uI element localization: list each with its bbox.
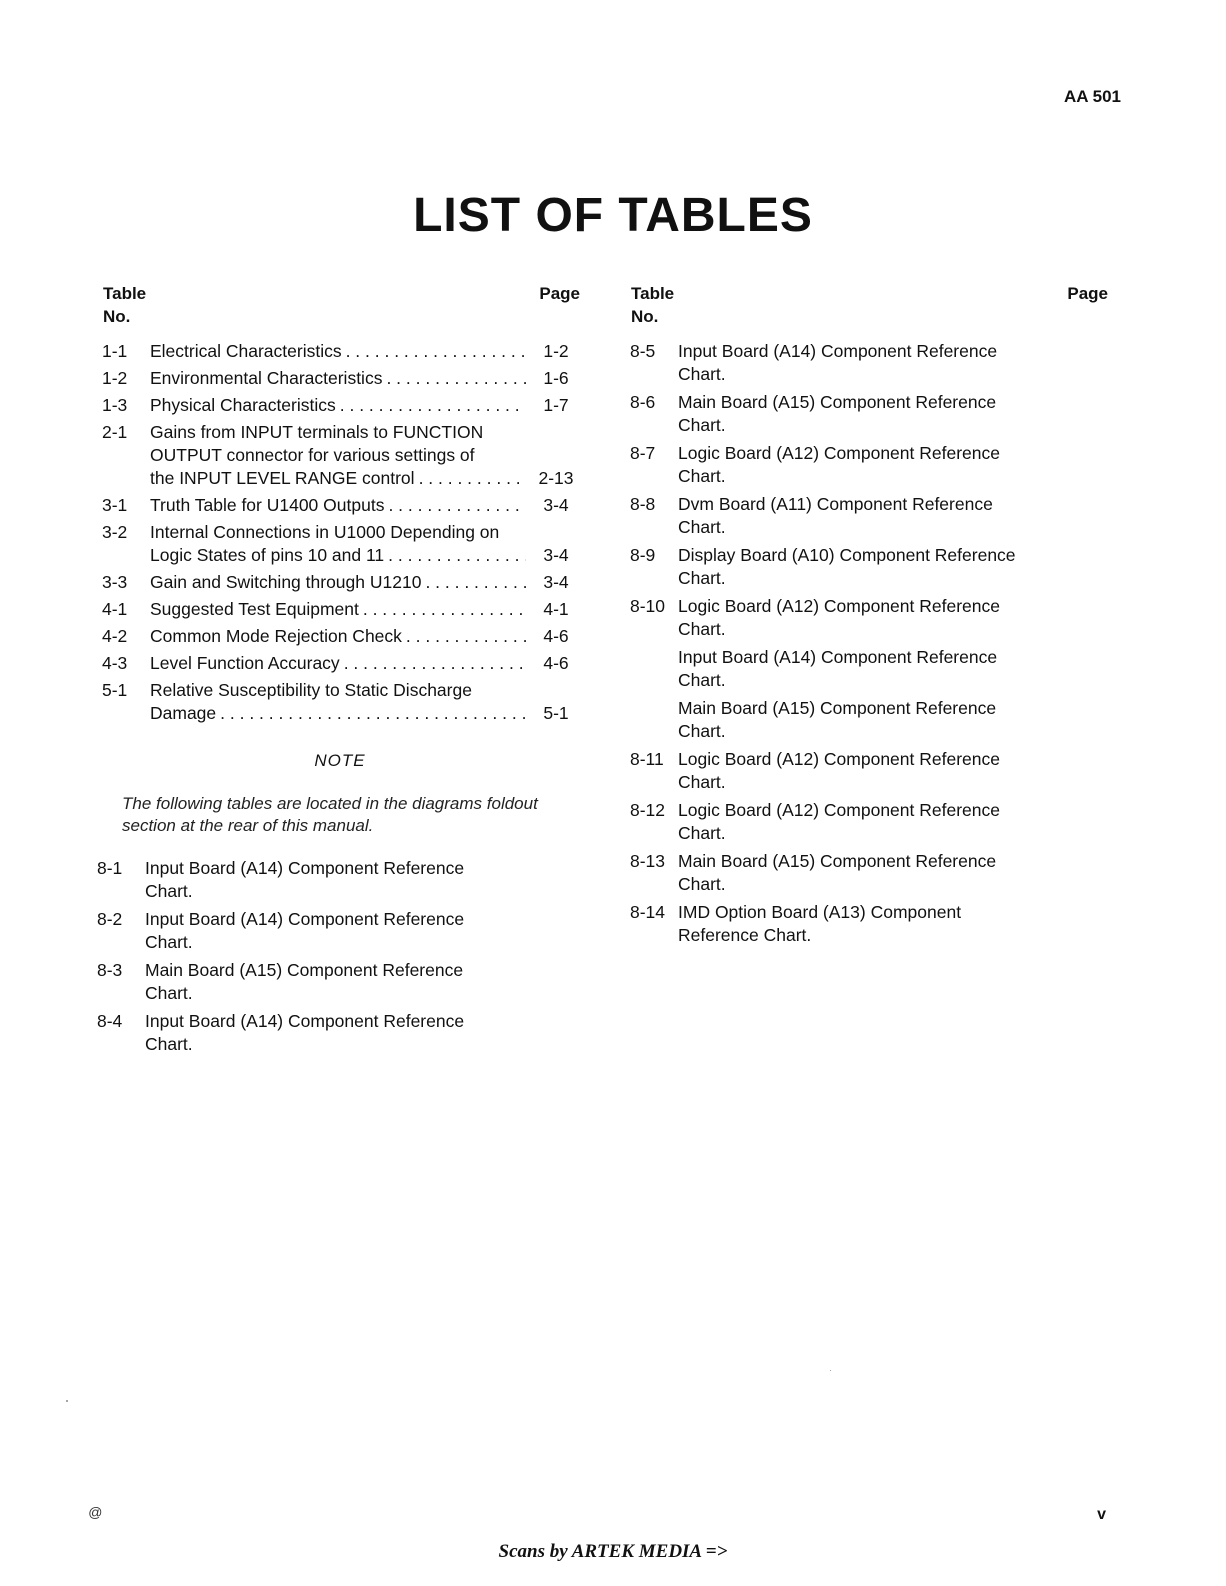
leader-dots — [346, 340, 526, 363]
table-title-line: Chart. — [145, 881, 193, 901]
table-number: 8-10 — [630, 596, 666, 616]
page-reference: 4-6 — [543, 626, 569, 646]
table-number: 8-11 — [630, 749, 664, 769]
table-heading: Table — [631, 284, 675, 303]
page-reference: 1-6 — [543, 368, 569, 388]
table-number: 8-12 — [630, 800, 666, 820]
table-title-line: Input Board (A14) Component Reference — [145, 1011, 465, 1031]
document-id: AA 501 — [1063, 87, 1121, 106]
table-title-line: Dvm Board (A11) Component Reference — [678, 494, 993, 514]
table-entry — [628, 391, 1112, 437]
table-title-line: Chart. — [678, 364, 726, 384]
table-title-line: Main Board (A15) Component Reference — [678, 851, 997, 871]
table-entry-body — [150, 394, 580, 417]
right-column-header — [628, 282, 1112, 340]
table-title-line: Chart. — [678, 415, 726, 435]
table-title-line: Suggested Test Equipment — [150, 599, 359, 619]
table-title-line: Chart. — [145, 1034, 193, 1054]
table-title-last-line — [150, 544, 580, 567]
table-entry-body — [678, 544, 1112, 590]
table-title-line: Logic Board (A12) Component Reference — [678, 596, 1000, 616]
table-number: 8-6 — [630, 392, 656, 412]
table-title-last-line — [150, 340, 580, 363]
scan-credit: Scans by ARTEK MEDIA => — [498, 1541, 728, 1562]
table-title-line: Main Board (A15) Component Reference — [678, 698, 997, 718]
table-entry-body — [150, 367, 580, 390]
table-entry — [100, 394, 580, 417]
left-column-header — [100, 282, 580, 340]
table-entry — [100, 571, 580, 594]
leader-dots — [388, 494, 526, 517]
table-title-line: Logic Board (A12) Component Reference — [678, 443, 1000, 463]
page-reference: 2-13 — [538, 468, 574, 488]
table-title-line: Reference Chart. — [678, 925, 812, 945]
page-reference: 1-7 — [543, 395, 569, 415]
table-number: 8-8 — [630, 494, 656, 514]
left-column — [100, 282, 580, 729]
table-number: 3-2 — [102, 522, 128, 542]
table-entry-body — [150, 421, 580, 490]
table-entry — [628, 646, 1112, 692]
table-entry-body — [678, 340, 1112, 386]
scan-speck — [830, 1370, 831, 1371]
table-entry-body — [150, 679, 580, 725]
table-number: 8-5 — [630, 341, 656, 361]
table-entry-body — [150, 521, 580, 567]
page-reference: 4-1 — [543, 599, 569, 619]
table-title-line: Chart. — [678, 772, 726, 792]
table-number: 1-3 — [102, 395, 128, 415]
table-number: 8-3 — [97, 960, 123, 980]
table-title-line: Level Function Accuracy — [150, 653, 340, 673]
leader-dots — [340, 394, 526, 417]
page-reference: 5-1 — [543, 703, 569, 723]
table-entry — [628, 544, 1112, 590]
leader-dots — [220, 702, 526, 725]
table-number: 1-1 — [102, 341, 128, 361]
table-entry — [100, 367, 580, 390]
table-entry — [628, 442, 1112, 488]
table-title-line: Chart. — [678, 721, 726, 741]
table-title-line: Gains from INPUT terminals to FUNCTION — [150, 422, 484, 442]
table-entry — [628, 748, 1112, 794]
table-title-line: Logic States of pins 10 and 11 — [150, 545, 385, 565]
table-entry-body — [150, 625, 580, 648]
leader-dots — [406, 625, 526, 648]
table-title-last-line — [150, 702, 580, 725]
table-title-line: Chart. — [678, 619, 726, 639]
table-entry — [628, 595, 1112, 641]
table-title-line: Truth Table for U1400 Outputs — [150, 495, 385, 515]
table-title-line: Logic Board (A12) Component Reference — [678, 749, 1000, 769]
table-title-line: Chart. — [678, 568, 726, 588]
table-entry — [95, 857, 545, 903]
table-title-last-line — [150, 467, 580, 490]
note-text: The following tables are located in the diagrams foldout section at the rear of this manual. — [122, 794, 538, 835]
table-title-line: Chart. — [678, 517, 726, 537]
table-title-line: Chart. — [145, 983, 193, 1003]
table-entry-body — [145, 857, 545, 903]
table-title-line: Input Board (A14) Component Reference — [678, 341, 998, 361]
table-entry — [628, 850, 1112, 896]
table-title-last-line — [150, 598, 580, 621]
table-number: 4-2 — [102, 626, 128, 646]
table-number: 8-14 — [630, 902, 666, 922]
table-title-line: Gain and Switching through U1210 — [150, 572, 422, 592]
table-title-line: OUTPUT connector for various settings of — [150, 445, 475, 465]
table-entry — [100, 598, 580, 621]
table-entry-body — [678, 493, 1112, 539]
table-title-last-line — [150, 652, 580, 675]
page-reference: 1-2 — [543, 341, 569, 361]
leader-dots — [425, 571, 526, 594]
table-entry — [100, 421, 580, 490]
table-title-line: Chart. — [678, 466, 726, 486]
table-number: 8-2 — [97, 909, 123, 929]
table-title-line: Input Board (A14) Component Reference — [145, 909, 465, 929]
table-number: 8-13 — [630, 851, 666, 871]
table-entry-body — [678, 799, 1112, 845]
table-entry — [628, 493, 1112, 539]
table-title-line: Environmental Characteristics — [150, 368, 383, 388]
table-entry-body — [145, 1010, 545, 1056]
leader-dots — [344, 652, 526, 675]
table-title-line: Input Board (A14) Component Reference — [678, 647, 998, 667]
table-entry — [100, 652, 580, 675]
table-title-line: Chart. — [145, 932, 193, 952]
table-title-line: Main Board (A15) Component Reference — [145, 960, 464, 980]
table-title-last-line — [150, 394, 580, 417]
table-title-line: Internal Connections in U1000 Depending on — [150, 522, 500, 542]
table-title-line: Input Board (A14) Component Reference — [145, 858, 465, 878]
table-title-last-line — [150, 494, 580, 517]
table-number: 8-9 — [630, 545, 656, 565]
table-entry-body — [150, 652, 580, 675]
table-entry-body — [150, 340, 580, 363]
no-heading: No. — [103, 307, 131, 326]
page-reference: 3-4 — [543, 545, 569, 565]
table-number: 2-1 — [102, 422, 128, 442]
table-entry — [628, 901, 1112, 947]
leader-dots — [388, 544, 526, 567]
table-entry-body — [678, 595, 1112, 641]
left-table-list — [100, 340, 580, 725]
table-title-line: Damage — [150, 703, 217, 723]
table-number: 8-1 — [97, 858, 123, 878]
table-title-last-line — [150, 625, 580, 648]
no-heading: No. — [631, 307, 659, 326]
table-entry-body — [678, 901, 1112, 947]
table-title-line: Electrical Characteristics — [150, 341, 342, 361]
table-entry-body — [150, 494, 580, 517]
page-reference: 4-6 — [543, 653, 569, 673]
table-number: 3-3 — [102, 572, 128, 592]
table-entry — [100, 340, 580, 363]
table-entry-body — [678, 646, 1112, 692]
page-heading: Page — [539, 284, 580, 303]
table-entry-body — [678, 697, 1112, 743]
right-table-list — [628, 340, 1112, 947]
table-heading: Table — [103, 284, 147, 303]
table-number: 4-1 — [102, 599, 128, 619]
table-number: 8-4 — [97, 1011, 123, 1031]
table-entry-body — [678, 442, 1112, 488]
leader-dots — [363, 598, 526, 621]
table-entry-body — [145, 959, 545, 1005]
table-entry — [628, 799, 1112, 845]
leader-dots — [386, 367, 526, 390]
page-reference: 3-4 — [543, 495, 569, 515]
table-title-line: the INPUT LEVEL RANGE control — [150, 468, 415, 488]
corner-mark: @ — [88, 1504, 103, 1520]
leader-dots — [419, 467, 526, 490]
table-entry-body — [150, 598, 580, 621]
table-title-line: Display Board (A10) Component Reference — [678, 545, 1016, 565]
table-entry — [100, 679, 580, 725]
table-number: 4-3 — [102, 653, 128, 673]
table-entry-body — [678, 850, 1112, 896]
scan-speck — [66, 1400, 68, 1402]
table-entry — [628, 697, 1112, 743]
table-entry — [95, 959, 545, 1005]
table-number: 1-2 — [102, 368, 128, 388]
table-entry — [628, 340, 1112, 386]
table-entry-body — [145, 908, 545, 954]
table-title-line: Common Mode Rejection Check — [150, 626, 402, 646]
table-entry-body — [678, 748, 1112, 794]
table-title-line: Chart. — [678, 874, 726, 894]
table-entry-body — [150, 571, 580, 594]
page-reference: 3-4 — [543, 572, 569, 592]
table-title-line: Chart. — [678, 823, 726, 843]
page-number: v — [1097, 1506, 1106, 1523]
table-title-line: Physical Characteristics — [150, 395, 336, 415]
table-entry — [100, 521, 580, 567]
table-number: 8-7 — [630, 443, 656, 463]
table-title-line: IMD Option Board (A13) Component — [678, 902, 962, 922]
table-title-line: Main Board (A15) Component Reference — [678, 392, 997, 412]
table-entry — [100, 494, 580, 517]
table-number: 3-1 — [102, 495, 128, 515]
table-entry — [100, 625, 580, 648]
table-entry-body — [678, 391, 1112, 437]
table-entry — [95, 908, 545, 954]
page-heading: Page — [1067, 284, 1108, 303]
page-title: LIST OF TABLES — [413, 189, 813, 242]
table-title-line: Chart. — [678, 670, 726, 690]
right-column — [628, 282, 1112, 952]
table-entry — [95, 1010, 545, 1056]
foldout-table-list — [95, 857, 545, 1061]
table-title-last-line — [150, 571, 580, 594]
table-title-last-line — [150, 367, 580, 390]
table-title-line: Logic Board (A12) Component Reference — [678, 800, 1000, 820]
table-title-line: Relative Susceptibility to Static Discharge — [150, 680, 472, 700]
note-heading: NOTE — [314, 751, 366, 770]
table-number: 5-1 — [102, 680, 128, 700]
